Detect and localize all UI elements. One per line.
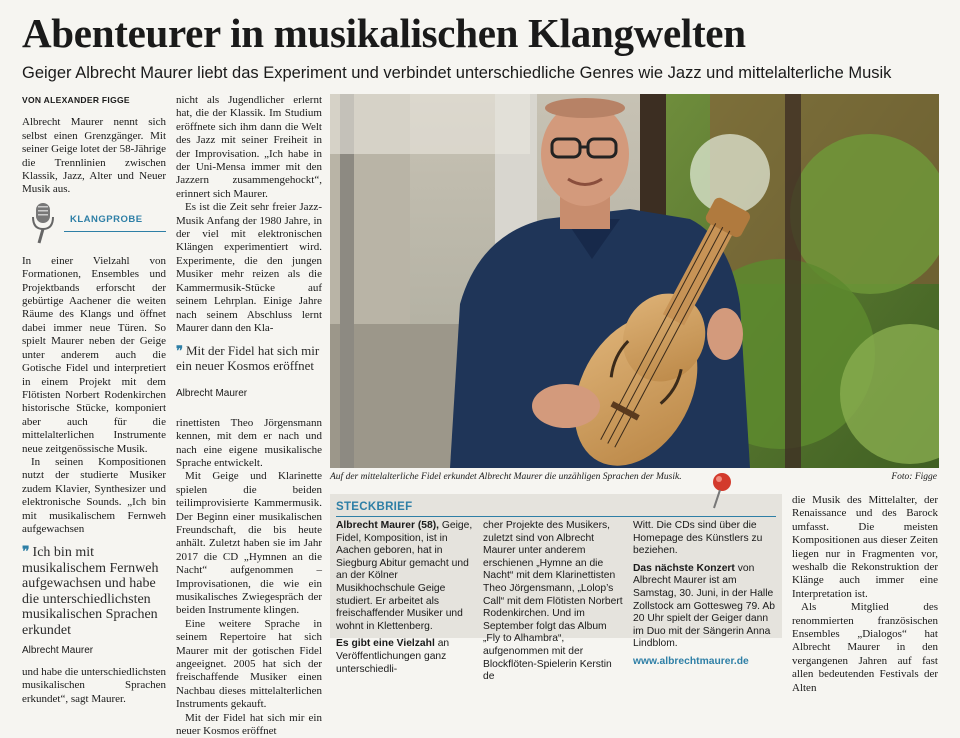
col1-paragraph: und habe die unterschiedlichsten musikalischen Sprachen erkundet“, sagt Maurer. [22,665,166,705]
pushpin-icon [706,472,736,512]
klangprobe-box[interactable] [22,201,166,245]
pull-quote-text: Ich bin mit musikalischem Fernweh aufgewachsen und habe die unterschiedlichsten musikalischen Sprachen erkundet [22,545,159,638]
pull-quote [176,343,322,373]
col5-paragraph: die Musik des Mittelalter, der Renaissance und des Barock umfasst. Die meisten Kompositionen aus dieser Zeiten liegen nur in Fragmenten vor, weshalb die Rekonstruktion der Klänge auch immer eine Interpretation ist. [792,494,938,600]
steckbrief-text: Witt. Die CDs sind über die Homepage des Künstlers zu beziehen. [633,520,763,557]
col1-paragraph: Albrecht Maurer nennt sich selbst einen Grenzgänger. Mit seiner Geige lotet der 58-Jährige die Trennlinien zwischen Klassik, Jazz, Alter und Neuer Musik aus. [22,116,166,196]
steckbrief-name: Albrecht Maurer (58), [336,520,439,531]
steckbrief-title: STECKBRIEF [336,501,413,513]
quote-mark-icon: ❞ [22,543,30,560]
homepage-link[interactable]: www.albrechtmaurer.de [633,655,749,667]
subheadline: Geiger Albrecht Maurer liebt das Experiment und verbindet unterschiedliche Genres wie Jazz und mittelalterliche Musik [22,64,892,82]
article-photo [330,94,939,468]
col2-paragraph: Mit Geige und Klarinette spielen die beiden teilimprovisierte Kammermusik. Der Beginn einer musikalischen Freundschaft, die bis heute anhält. Zuletzt haben sie im Jahr 2017 die CD „Hymnen an die Nacht“ aufgenommen – Improvisationen, die wie ein musikalisches Zwiegespräch der beiden Instrumente klingen. [176,470,322,617]
steckbrief-text: an Veröffentlichungen ganz unterschiedli- [336,638,450,675]
microphone-icon [24,201,60,245]
caption-text: Auf der mittelalterliche Fidel erkundet Albrecht Maurer die unzähligen Sprachen der Musik. [330,472,682,482]
col2-paragraph: Eine weitere Sprache in seinem Repertoire hat sich Maurer mit der gotischen Fidel angeeignet. 2005 hat sich der freischaffende Musiker einen Nachbau dieses mittelalterlichen Instruments gekauft. [176,617,322,711]
col2-paragraph: Mit der Fidel hat sich mir ein neuer Kosmos eröffnet [176,711,322,738]
steckbrief-subhead: Das nächste Konzert [633,562,735,574]
pull-quote-author: Albrecht Maurer [22,645,94,657]
col5-paragraph: Als Mitglied des renommierten französischen Ensembles „Dialogos“ hat Albrecht Maurer in den vergangenen Jahren auf fast allen bedeutenden Festivals der Alten [792,601,938,694]
klangprobe-label: KLANGPROBE [70,213,143,225]
article-column-1 [22,94,166,706]
steckbrief-text: cher Projekte des Musikers, zuletzt sind von Albrecht Maurer unter anderem erschienen „Hymne an die Nacht“ mit dem Klarinettisten Theo Jörgensmann, „Lolop’s Call“ mit dem Flötisten Norbert Rodenkirchen. Und im September folgt das Album „Fly to Alhambra“, aufgenommen mit der Blockflöten-Spielerin Kerstin de [483,520,623,683]
pull-quote [22,544,166,638]
pull-quote-author: Albrecht Maurer [176,388,248,400]
byline: VON ALEXANDER FIGGE [22,95,130,105]
photo-musician-with-fidel [330,94,939,468]
steckbrief-column-2 [483,520,625,689]
photo-credit: Foto: Figge [891,472,937,482]
col2-paragraph: nicht als Jugendlicher erlernt hat, die der Klassik. Im Studium eröffnete sich ihm dann die Welt des Jazz mit seiner Freiheit in der Improvisation. „Ich habe in der Uni-Mensa immer mit den Jazzern zusammengehockt“, erinnert sich Maurer. [176,94,322,200]
steckbrief-box [330,494,782,683]
steckbrief-text: Geige, Fidel, Komposition, ist in Aachen geboren, hat in Siegburg Abitur gemacht und an der Kölner Musikhochschule Geige studiert. Er arbeitet als freischaffender Musiker und wohnt in Klettenberg. [336,520,473,632]
quote-mark-icon: ❞ [176,343,183,359]
steckbrief-subhead: Es gibt eine Vielzahl [336,638,435,650]
steckbrief-column-1 [336,520,476,681]
col1-paragraph: In einer Vielzahl von Formationen, Ensembles und Projektbands erforscht der gebürtige Aachener die weiten Räume des Klangs und öffnet dabei immer neue Türen. So spielt Maurer neben der Geige unter anderem auch die Gotische Fidel und interpretiert in einem Projekt mit dem Flötisten Norbert Rodenkirchen historische Stücke, komponiert aber auch für die mittelalterlichen Instrumente neue zeitgenössische Musik. [22,254,166,455]
article-column-2 [176,94,322,738]
steckbrief-text: von Albrecht Maurer ist am Samstag, 30. Juni, in der Halle Zollstock am Gottesweg 79. Ab 20 Uhr spielt der Geiger dann im Duo mit der Sängerin Anna Lindblom. [633,562,775,650]
headline: Abenteurer in musikalischen Klangwelten [22,10,746,56]
pull-quote-text: Mit der Fidel hat sich mir ein neuer Kosmos eröffnet [176,343,320,374]
col2-paragraph: Es ist die Zeit sehr freier Jazz-Musik Anfang der 1980 Jahre, in der viel mit elektronischen Klängen experimentiert wird. Experimente, die den jungen Musiker mehr reizen als die Kammermusik-Stücke auf seinem Lehrplan. Einige Jahre nach seinem Abschluss lernt Maurer dann den Kla- [176,201,322,334]
photo-caption [330,472,939,482]
article-column-5 [792,494,938,695]
col1-paragraph: In seinen Kompositionen nutzt der studierte Musiker zudem Klavier, Synthesizer und elektronische Sounds. „Ich bin mit musikalischem Fernweh aufgewachsen [22,455,166,535]
col2-paragraph: rinettisten Theo Jörgensmann kennen, mit dem er nach und nach eine eigene musikalische Sprache entwickelt. [176,416,322,469]
steckbrief-column-3 [633,520,776,674]
